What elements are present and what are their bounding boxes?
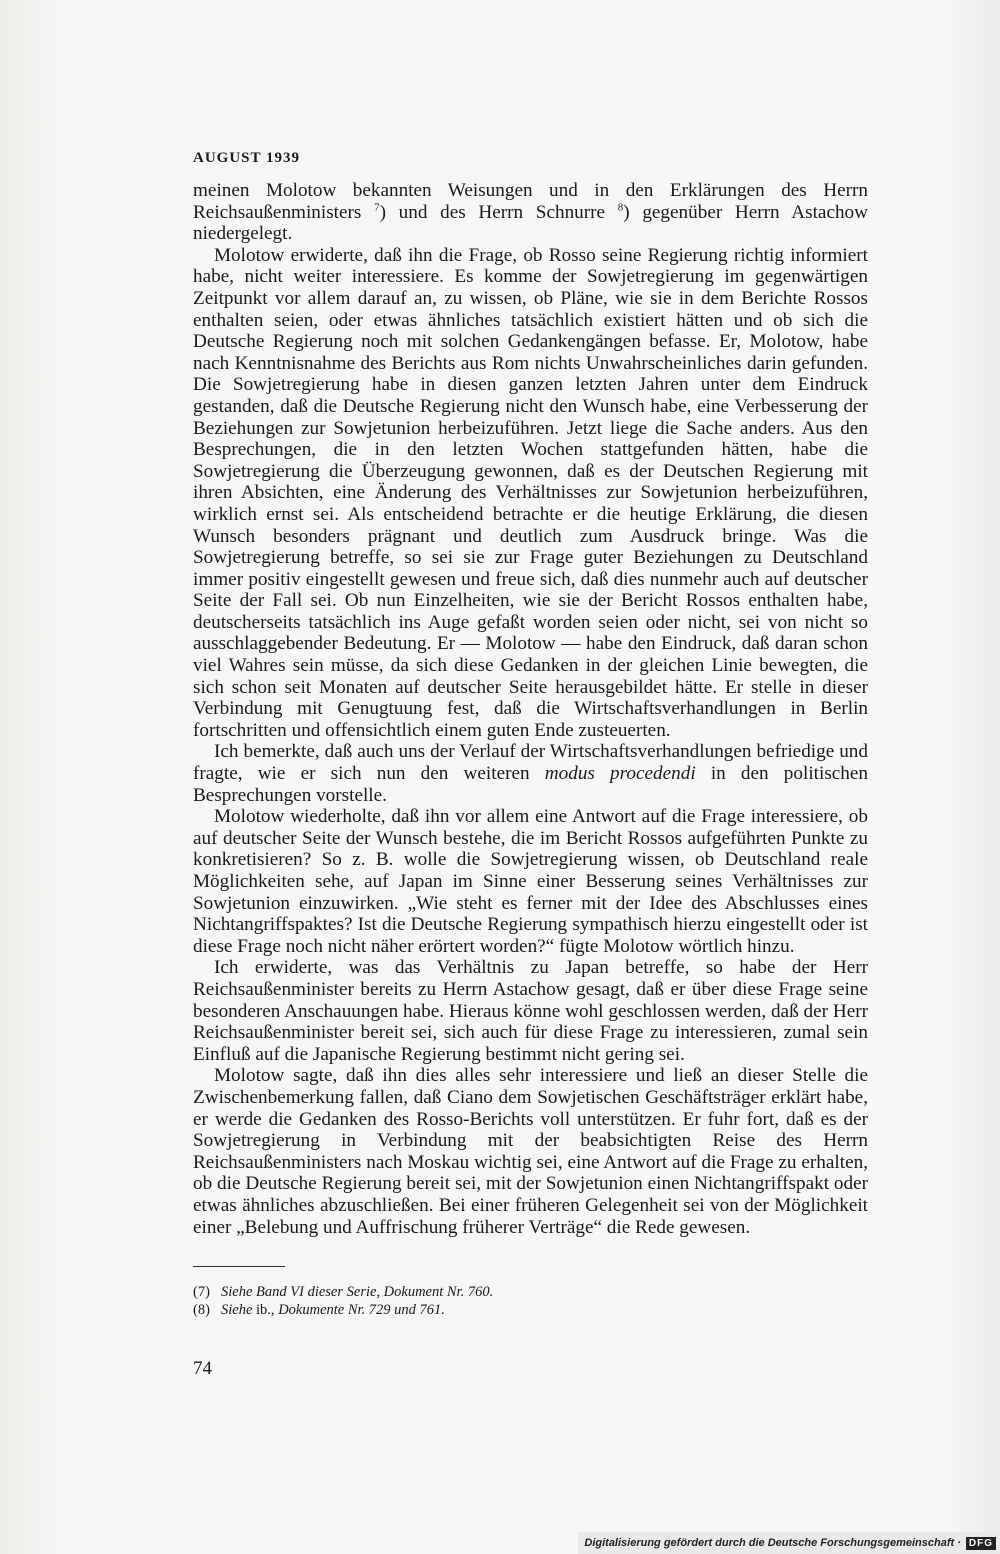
paragraph-1: meinen Molotow bekannten Weisungen und in den Erklärungen des Herrn Reichsaußenministers $^7$) und des Herrn Schnurre $^8$) gegenüber Herrn Astachow niedergelegt. xyxy=(193,180,869,245)
running-header: AUGUST 1939 xyxy=(193,150,300,166)
page-number: 74 xyxy=(193,1358,212,1379)
paragraph-3: Ich bemerkte, daß auch uns der Verlauf der Wirtschaftsverhandlungen befriedige und fragte, wie er sich nun den weiteren modus procedendi in den politischen Besprechungen vorstelle. xyxy=(193,741,869,806)
funding-text: Digitalisierung gefördert durch die Deutsche Forschungsgemeinschaft · xyxy=(584,1537,961,1549)
footnote-8: (8) Siehe ib., Dokumente Nr. 729 und 761. xyxy=(193,1302,445,1318)
paragraph-4: Molotow wiederholte, daß ihn vor allem eine Antwort auf die Frage interessiere, ob auf deutscher Seite der Wunsch bestehe, die im Bericht Rossos aufgeführten Punkte zu konkretisieren? So z. B. wolle die Sowjetregierung wissen, ob Deutschland reale Möglichkeiten sehe, auf Japan im Sinne einer Besserung seines Verhältnisses zur Sowjetunion einzuwirken. „Wie steht es ferner mit der Idee des Abschlusses eines Nichtangriffspaktes? Ist die Deutsche Regierung sympathisch hierzu eingestellt oder ist diese Frage noch nicht näher erörtert worden?“ fügte Molotow wörtlich hinzu. xyxy=(193,806,868,957)
paragraph-2: Molotow erwiderte, daß ihn die Frage, ob Rosso seine Regierung richtig informiert habe, nicht weiter interessiere. Es komme der Sowjetregierung im gegenwärtigen Zeitpunkt vor allem darauf an, zu wissen, ob Pläne, wie sie in dem Berichte Rossos enthalten seien, oder etwas ähnliches tatsächlich existiert hätten und ob sich die Deutsche Regierung noch mit solchen Gedankengängen befasse. Er, Molotow, habe nach Kenntnisnahme des Berichts aus Rom nichts Unwahrscheinliches darin gefunden. Die Sowjetregierung habe in diesen ganzen letzten Jahren unter dem Eindruck gestanden, daß die Deutsche Regierung nicht den Wunsch habe, eine Verbesserung der Beziehungen zur Sowjetunion herbeizuführen. Jetzt liege die Sache anders. Aus den Besprechungen, die in den letzten Wochen stattgefunden hätten, habe die Sowjetregierung die Überzeugung gewonnen, daß es der Deutschen Regierung mit ihren Absichten, eine Änderung des Verhältnisses zur Sowjetunion herbeizuführen, wirklich ernst sei. Als entscheidend betrachte er die heutige Erklärung, die diesen Wunsch besonders prägnant und deutlich zum Ausdruck bringe. Was die Sowjetregierung betreffe, so sei sie zur Frage guter Beziehungen zu Deutschland immer positiv eingestellt gewesen und freue sich, daß dies nunmehr auch auf deutscher Seite der Fall sei. Ob nun Einzelheiten, wie sie der Bericht Rossos enthalten habe, deutscherseits tatsächlich ins Auge gefaßt worden seien oder nicht, sei von nicht so ausschlaggebender Bedeutung. Er — Molotow — habe den Eindruck, daß daran schon viel Wahres sein müsse, da sich diese Gedanken in der gleichen Linie bewegten, die sich schon seit Monaten auf deutscher Seite herausgebildet hätte. Er stelle in dieser Verbindung mit Genugtuung fest, daß die Wirtschaftsverhandlungen in Berlin fortschritten und offensichtlich einem guten Ende zusteuerten. xyxy=(193,244,868,741)
footnote-7: (7) Siehe Band VI dieser Serie, Dokument Nr. 760. xyxy=(193,1284,494,1300)
funding-footer xyxy=(578,1532,1000,1554)
paragraph-6: Molotow sagte, daß ihn dies alles sehr interessiere und ließ an dieser Stelle die Zwischenbemerkung fallen, daß Ciano dem Sowjetischen Geschäftsträger erklärt habe, er werde die Gedanken des Rosso-Berichts voll unterstützen. Er fuhr fort, daß es der Sowjetregierung in Verbindung mit der beabsichtigten Reise des Herrn Reichsaußenministers nach Moskau wichtig sei, eine Antwort auf die Frage zu erhalten, ob die Deutsche Regierung bereit sei, mit der Sowjetunion einen Nichtangriffspakt oder etwas ähnliches abzuschließen. Bei einer früheren Gelegenheit sei von der Möglichkeit einer „Belebung und Auffrischung früherer Verträge“ die Rede gewesen. xyxy=(193,1065,868,1238)
footnotes xyxy=(193,1283,853,1319)
body-text xyxy=(193,180,868,1238)
paragraph-5: Ich erwiderte, was das Verhältnis zu Japan betreffe, so habe der Herr Reichsaußenminister bereits zu Herrn Astachow gesagt, daß er über diese Frage seine besonderen Anschauungen habe. Hieraus könne wohl geschlossen werden, daß der Herr Reichsaußenminister bereit sei, sich auch für diese Frage zu interessieren, zumal sein Einfluß auf die Japanische Regierung bestimmt nicht gering sei. xyxy=(193,957,868,1065)
footnote-ref-7[interactable]: 7 xyxy=(374,201,380,214)
latin-phrase: modus procedendi xyxy=(544,763,696,785)
dfg-logo: DFG xyxy=(966,1537,996,1550)
footnote-divider xyxy=(193,1266,285,1267)
footnote-ref-8[interactable]: 8 xyxy=(617,201,624,214)
